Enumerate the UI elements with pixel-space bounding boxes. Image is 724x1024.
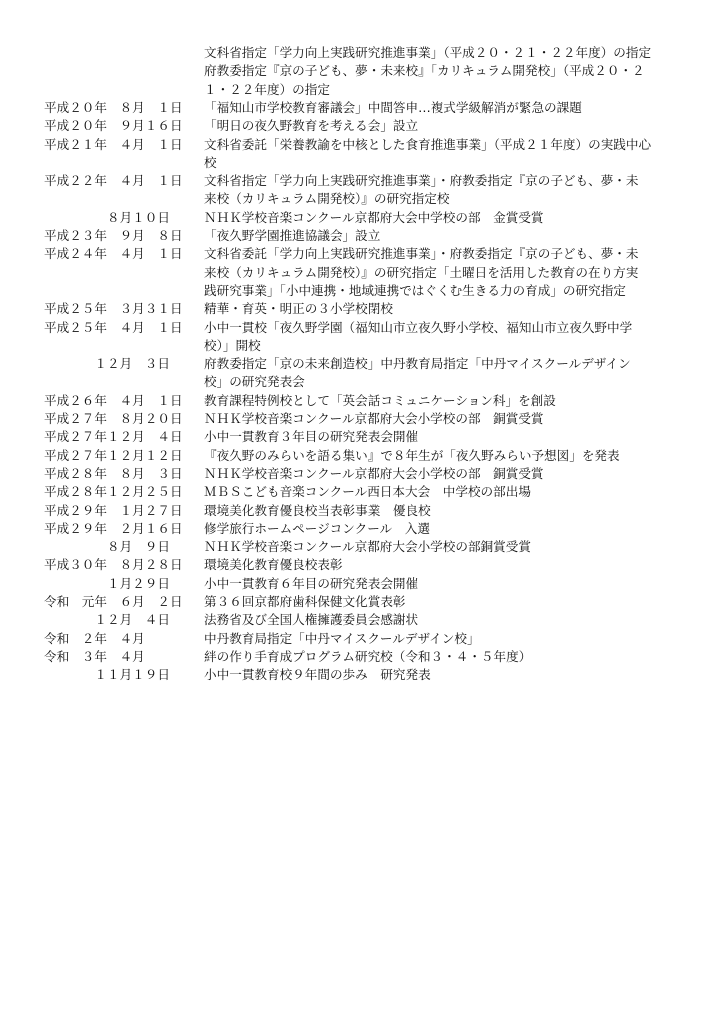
entry-description [204, 44, 682, 62]
entry-description [204, 319, 682, 356]
entry-text-line: 教育課程特例校として「英会話コミュニケーション科」を創設 [204, 392, 556, 408]
entry-description [204, 300, 682, 318]
entry-description [204, 99, 682, 117]
entry-date: 平成２７年１２月 ４日 [44, 429, 183, 445]
entry-text-line: 小中一貫教育６年目の研究発表会開催 [204, 575, 419, 591]
entry-date: 平成２８年１２月２５日 [44, 484, 183, 500]
entry-date: １２月 ４日 [44, 612, 170, 628]
entry-date: 平成２２年 ４月 １日 [44, 173, 183, 189]
entry-text-line: 法務省及び全国人権擁護委員会感謝状 [204, 612, 419, 628]
entry-text-line: ＮＨＫ学校音楽コンクール京都府大会中学校の部 金賞受賞 [204, 209, 544, 225]
entry-description [204, 136, 682, 173]
entry-date: 平成２１年 ４月 １日 [44, 136, 183, 152]
entry-description [204, 502, 682, 520]
entry-date: 平成２９年 ２月１６日 [44, 520, 183, 536]
entry-description [204, 209, 682, 227]
entry-description [204, 465, 682, 483]
entry-description [204, 245, 682, 300]
entry-description [204, 117, 682, 135]
entry-text-line: 文科省委託「栄養教諭を中核とした食育推進事業」（平成２１年度）の実践中心 [204, 136, 652, 152]
entry-description [204, 556, 682, 574]
entry-text-line: 府教委指定『京の子ども、夢・未来校』「カリキュラム開発校」（平成２０・２ [204, 63, 645, 79]
entry-date: 平成２０年 ９月１６日 [44, 118, 183, 134]
entry-text-line: ＭＢＳこども音楽コンクール西日本大会 中学校の部出場 [204, 484, 531, 500]
entry-text-line: 践研究事業」「小中連携・地域連携ではぐくむ生きる力の育成」の研究指定 [204, 282, 626, 298]
entry-text-line: 校）」開校 [204, 337, 261, 353]
entry-text-line: 精華・育英・明正の３小学校閉校 [204, 301, 393, 317]
entry-text-line: 来校（カリキュラム開発校）』の研究指定「土曜日を活用した教育の在り方実 [204, 264, 639, 280]
entry-description [204, 392, 682, 410]
entry-text-line: 小中一貫校「夜久野学園（福知山市立夜久野小学校、福知山市立夜久野中学 [204, 319, 633, 335]
entry-description [204, 520, 682, 538]
entry-date: ８月 ９日 [44, 539, 170, 555]
entry-description [204, 227, 682, 245]
entry-text-line: 校」の研究発表会 [204, 374, 305, 390]
entry-text-line: 「明日の夜久野教育を考える会」設立 [204, 118, 419, 134]
entry-date: 令和 ２年 ４月 [44, 630, 145, 646]
entry-date: 令和 ３年 ４月 [44, 648, 145, 664]
entry-date: 平成２４年 ４月 １日 [44, 246, 183, 262]
entry-text-line: ＮＨＫ学校音楽コンクール京都府大会小学校の部 銅賞受賞 [204, 411, 544, 426]
entry-description [204, 172, 682, 209]
entry-text-line: 『夜久野のみらいを語る集い』で８年生が「夜久野みらい予想図」を発表 [204, 447, 620, 463]
entry-description [204, 630, 682, 648]
entry-date: 平成２５年 ４月 １日 [44, 319, 183, 335]
entry-date: ８月１０日 [44, 209, 170, 225]
entry-description [204, 575, 682, 593]
entry-text-line: 府教委指定「京の未来創造校」中丹教育局指定「中丹マイスクールデザイン [204, 356, 631, 372]
entry-description [204, 355, 682, 392]
entry-text-line: 文科省指定「学力向上実践研究推進事業」（平成２０・２１・２２年度）の指定 [204, 45, 652, 60]
entry-text-line: 文科省委託「学力向上実践研究推進事業」・府教委指定『京の子ども、夢・未 [204, 246, 639, 262]
entry-date: 平成３０年 ８月２８日 [44, 557, 183, 573]
entry-text-line: 修学旅行ホームページコンクール 入選 [204, 520, 430, 536]
entry-description [204, 410, 682, 428]
entry-date: 平成２７年 ８月２０日 [44, 411, 183, 426]
entry-date: 平成２６年 ４月 １日 [44, 392, 183, 408]
entry-text-line: ＮＨＫ学校音楽コンクール京都府大会小学校の部 銅賞受賞 [204, 465, 544, 481]
entry-text-line: 文科省指定「学力向上実践研究推進事業」・府教委指定『京の子ども、夢・未 [204, 173, 639, 189]
entry-description [204, 62, 682, 99]
entry-date: 平成２３年 ９月 ８日 [44, 228, 183, 243]
entry-text-line: 来校（カリキュラム開発校）』の研究指定校 [204, 191, 450, 207]
entry-text-line: １・２２年度）の指定 [204, 81, 330, 97]
entry-description [204, 538, 682, 556]
entry-text-line: 小中一貫教育３年目の研究発表会開催 [204, 429, 419, 445]
entry-description [204, 666, 682, 684]
entry-description [204, 483, 682, 501]
entry-text-line: 中丹教育局指定「中丹マイスクールデザイン校」 [204, 630, 480, 646]
entry-description [204, 428, 682, 446]
entry-date: 平成２９年 １月２７日 [44, 502, 183, 518]
entry-date: 令和 元年 ６月 ２日 [44, 594, 183, 609]
entry-description [204, 611, 682, 629]
entry-text-line: 絆の作り手育成プログラム研究校（令和３・４・５年度） [204, 648, 532, 664]
entry-date: 平成２０年 ８月 １日 [44, 99, 183, 115]
entry-description [204, 447, 682, 465]
entry-description [204, 593, 682, 611]
entry-date: １２月 ３日 [44, 356, 170, 372]
entry-date: 平成２５年 ３月３１日 [44, 301, 183, 317]
entry-date: １月２９日 [44, 575, 170, 591]
entry-description [204, 648, 682, 666]
entry-text-line: 「夜久野学園推進協議会」設立 [204, 228, 381, 243]
entry-text-line: ＮＨＫ学校音楽コンクール京都府大会小学校の部銅賞受賞 [204, 539, 531, 555]
entry-text-line: 第３６回京都府歯科保健文化賞表彰 [204, 594, 406, 609]
entry-text-line: 「福知山市学校教育審議会」中間答申…複式学級解消が緊急の課題 [204, 99, 582, 115]
entry-text-line: 小中一貫教育校９年間の歩み 研究発表 [204, 667, 431, 683]
entry-text-line: 環境美化教育優良校表彰 [204, 557, 343, 573]
entry-date: 平成２８年 ８月 ３日 [44, 465, 183, 481]
entry-text-line: 環境美化教育優良校当表彰事業 優良校 [204, 502, 431, 518]
entry-date: １１月１９日 [44, 667, 170, 683]
entry-date: 平成２７年１２月１２日 [44, 447, 183, 463]
entry-text-line: 校 [204, 154, 217, 170]
